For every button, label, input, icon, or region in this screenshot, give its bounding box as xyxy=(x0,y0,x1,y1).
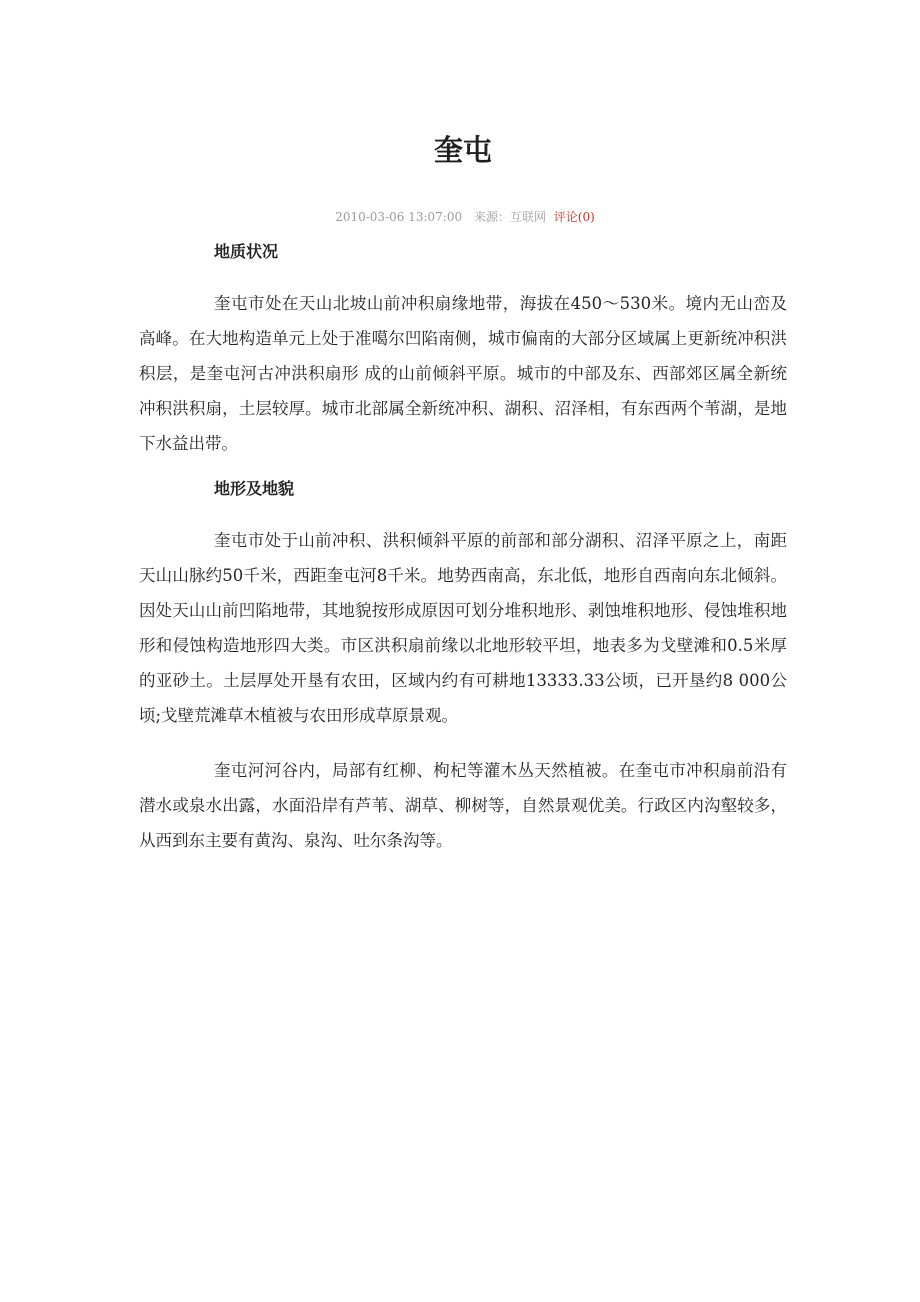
paragraph-geology: 奎屯市处在天山北坡山前冲积扇缘地带，海拔在450～530米。境内无山峦及高峰。在大地构造单元上处于准噶尔凹陷南侧，城市偏南的大部分区域属上更新统冲积洪积层，是奎屯河古冲洪积扇形 成的山前倾斜平原。城市的中部及东、西部郊区属全新统冲积洪积扇，土层较厚。城市北部属全新统冲积、湖积、沼泽相，有东西两个苇湖，是地下水益出带。 xyxy=(139,294,787,453)
publish-datetime: 2010-03-06 13:07:00 xyxy=(335,210,463,224)
section-heading-geology: 地质状况 xyxy=(214,242,279,261)
page-title: 奎屯 xyxy=(433,133,492,167)
article xyxy=(139,128,787,874)
paragraph-terrain: 奎屯市处于山前冲积、洪积倾斜平原的前部和部分湖积、沼泽平原之上，南距天山山脉约50千米，西距奎屯河8千米。地势西南高，东北低，地形自西南向东北倾斜。因处天山山前凹陷地带，其地貌按形成原因可划分堆积地形、剥蚀堆积地形、侵蚀堆积地形和侵蚀构造地形四大类。市区洪积扇前缘以北地形较平坦，地表多为戈壁滩和0.5米厚的亚砂土。土层厚处开垦有农田，区域内约有可耕地13333.33公顷，已开垦约8 000公顷;戈壁荒滩草木植被与农田形成草原景观。 xyxy=(139,531,787,725)
article-meta xyxy=(139,208,787,226)
comments-link[interactable]: 评论(0) xyxy=(553,210,595,224)
section-heading-terrain: 地形及地貌 xyxy=(214,479,295,498)
paragraph-vegetation: 奎屯河河谷内，局部有红柳、枸杞等灌木丛天然植被。在奎屯市冲积扇前沿有潜水或泉水出露，水面沿岸有芦苇、湖草、柳树等，自然景观优美。行政区内沟壑较多，从西到东主要有黄沟、泉沟、吐尔条沟等。 xyxy=(139,761,787,850)
source-label: 来源：互联网 xyxy=(473,210,546,224)
